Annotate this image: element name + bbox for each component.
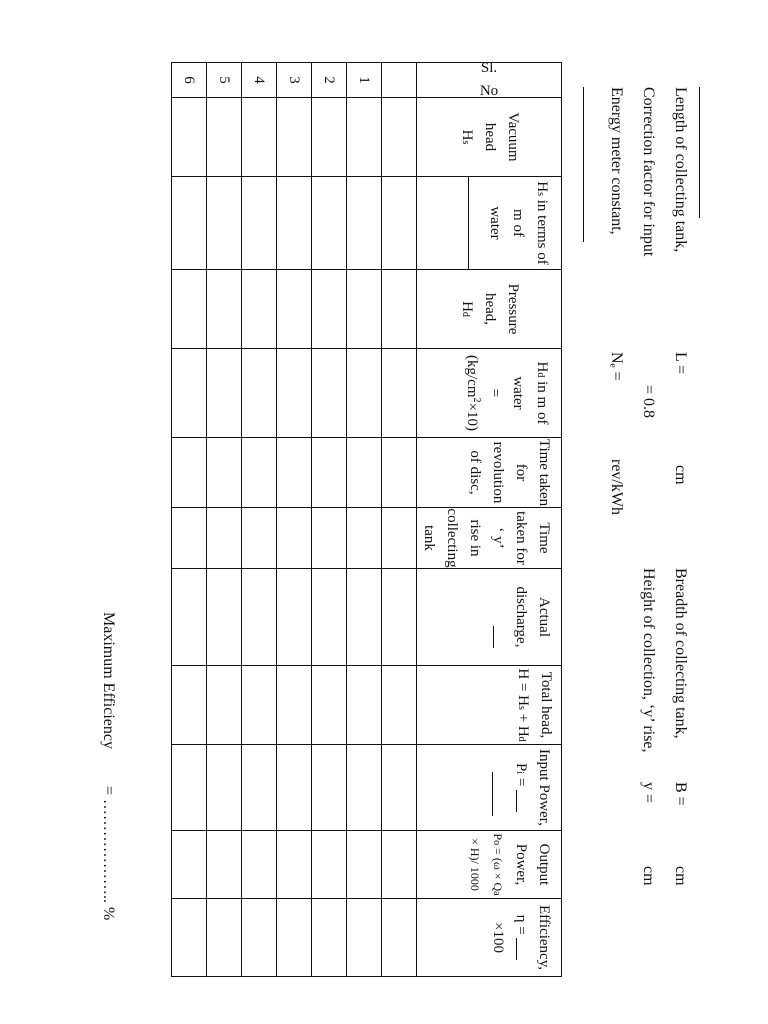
header-efficiency: Efficiency, η = ×100 — [417, 899, 562, 977]
table-row — [312, 63, 347, 977]
header-bottom-rule — [583, 87, 584, 242]
header-slno: Sl. No — [417, 63, 562, 98]
row-number: 3 — [277, 63, 312, 98]
height-label: Height of collection, ‘y’ rise, — [640, 568, 657, 753]
row-number: 5 — [207, 63, 242, 98]
max-efficiency-label: Maximum Efficiency — [100, 612, 117, 749]
height-eq: y = — [640, 782, 657, 804]
table-blank-row — [382, 63, 417, 977]
row-number: 2 — [312, 63, 347, 98]
header-pressure-head: Pressure head, Hd — [417, 270, 562, 349]
table-row — [347, 63, 382, 977]
energy-unit: rev/kWh — [608, 459, 625, 515]
input-fraction-line-2 — [492, 772, 501, 816]
input-fraction-line — [516, 790, 525, 812]
table-row — [172, 63, 207, 977]
header-vacuum-head: Vacuum head Hs — [417, 98, 562, 177]
table-header-row — [417, 63, 562, 977]
correction-value: = 0.8 — [640, 385, 657, 419]
max-efficiency-value: = ……………….. % — [100, 786, 117, 921]
header-input-power: Input Power, Pi = — [417, 745, 562, 831]
breadth-unit: cm — [672, 866, 689, 886]
length-label: Length of collecting tank, — [672, 87, 689, 253]
length-unit: cm — [672, 465, 689, 485]
header-total-head: Total head, H = Hs + Hd — [417, 666, 562, 745]
header-hs-meters: Hs in terms of m of water — [417, 177, 562, 270]
hs-blank-line — [468, 177, 469, 269]
table-row — [207, 63, 242, 977]
row-number: 1 — [347, 63, 382, 98]
breadth-label: Breadth of collecting tank, — [672, 568, 689, 739]
header-time-y-rise: Time taken for ‘ y’ rise in collecting tank — [417, 508, 562, 569]
row-number: 6 — [172, 63, 207, 98]
table-row — [277, 63, 312, 977]
breadth-eq: B = — [672, 782, 689, 806]
table-row — [242, 63, 277, 977]
length-eq: L = — [672, 352, 689, 375]
header-hd-meters: Hd in m of water = $(kg/cm^2\times 10)$ — [417, 349, 562, 438]
observation-table — [171, 62, 562, 977]
height-unit: cm — [640, 866, 657, 886]
header-actual-discharge: Actual discharge, — [417, 569, 562, 666]
top-rule — [699, 87, 700, 218]
header-output-power: Output Power, Po = (ω × Qa × H)/ 1000 — [417, 831, 562, 899]
discharge-fraction-line — [493, 626, 502, 648]
correction-label: Correction factor for input — [640, 87, 657, 257]
row-number: 4 — [242, 63, 277, 98]
efficiency-fraction-line — [516, 938, 525, 960]
header-time-revolution: Time taken for revolution of disc, — [417, 438, 562, 508]
energy-eq: Nₑ = — [608, 352, 625, 381]
energy-label: Energy meter constant, — [608, 87, 625, 235]
